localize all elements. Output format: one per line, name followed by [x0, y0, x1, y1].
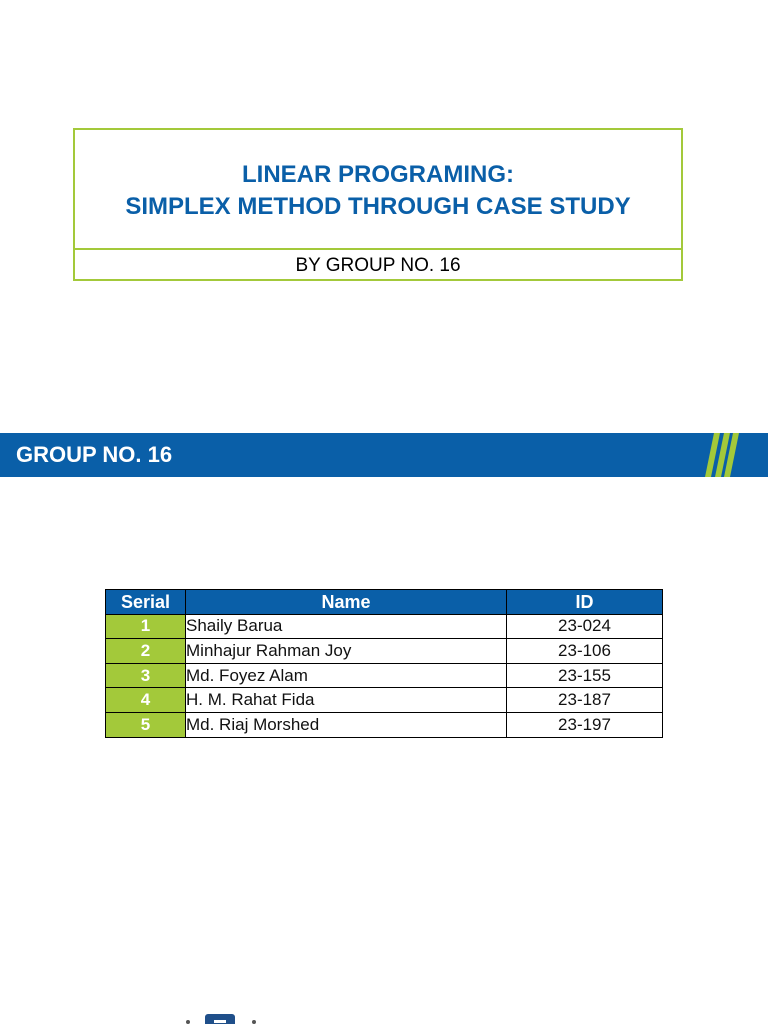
next-page-dot[interactable] — [252, 1020, 256, 1024]
serial-cell: 1 — [106, 614, 186, 639]
table-row — [106, 663, 663, 688]
table-row — [106, 639, 663, 664]
title-main-section — [75, 130, 681, 250]
serial-cell: 5 — [106, 712, 186, 737]
id-cell: 23-197 — [507, 712, 663, 737]
table-row — [106, 688, 663, 713]
title-subtitle: BY GROUP NO. 16 — [295, 254, 461, 276]
name-cell: Shaily Barua — [186, 614, 507, 639]
group-banner-title: GROUP NO. 16 — [16, 442, 173, 467]
id-cell: 23-155 — [507, 663, 663, 688]
name-cell: Minhajur Rahman Joy — [186, 639, 507, 664]
title-line-2: SIMPLEX METHOD THROUGH CASE STUDY — [125, 193, 631, 220]
serial-cell: 4 — [106, 688, 186, 713]
id-cell: 23-106 — [507, 639, 663, 664]
page-navigator — [178, 1010, 268, 1024]
page-icon[interactable] — [205, 1014, 235, 1024]
serial-cell: 2 — [106, 639, 186, 664]
header-name: Name — [186, 590, 507, 615]
id-cell: 23-187 — [507, 688, 663, 713]
prev-page-dot[interactable] — [186, 1020, 190, 1024]
table-row — [106, 712, 663, 737]
name-cell: H. M. Rahat Fida — [186, 688, 507, 713]
name-cell: Md. Foyez Alam — [186, 663, 507, 688]
title-line-1: LINEAR PROGRAMING: — [242, 161, 514, 188]
header-id: ID — [507, 590, 663, 615]
table-header-row — [106, 590, 663, 615]
members-table — [105, 589, 663, 738]
id-cell: 23-024 — [507, 614, 663, 639]
serial-cell: 3 — [106, 663, 186, 688]
name-cell: Md. Riaj Morshed — [186, 712, 507, 737]
stripes-decoration-icon — [700, 433, 768, 477]
group-banner — [0, 433, 768, 477]
title-box — [73, 128, 683, 281]
table-row — [106, 614, 663, 639]
header-serial: Serial — [106, 590, 186, 615]
